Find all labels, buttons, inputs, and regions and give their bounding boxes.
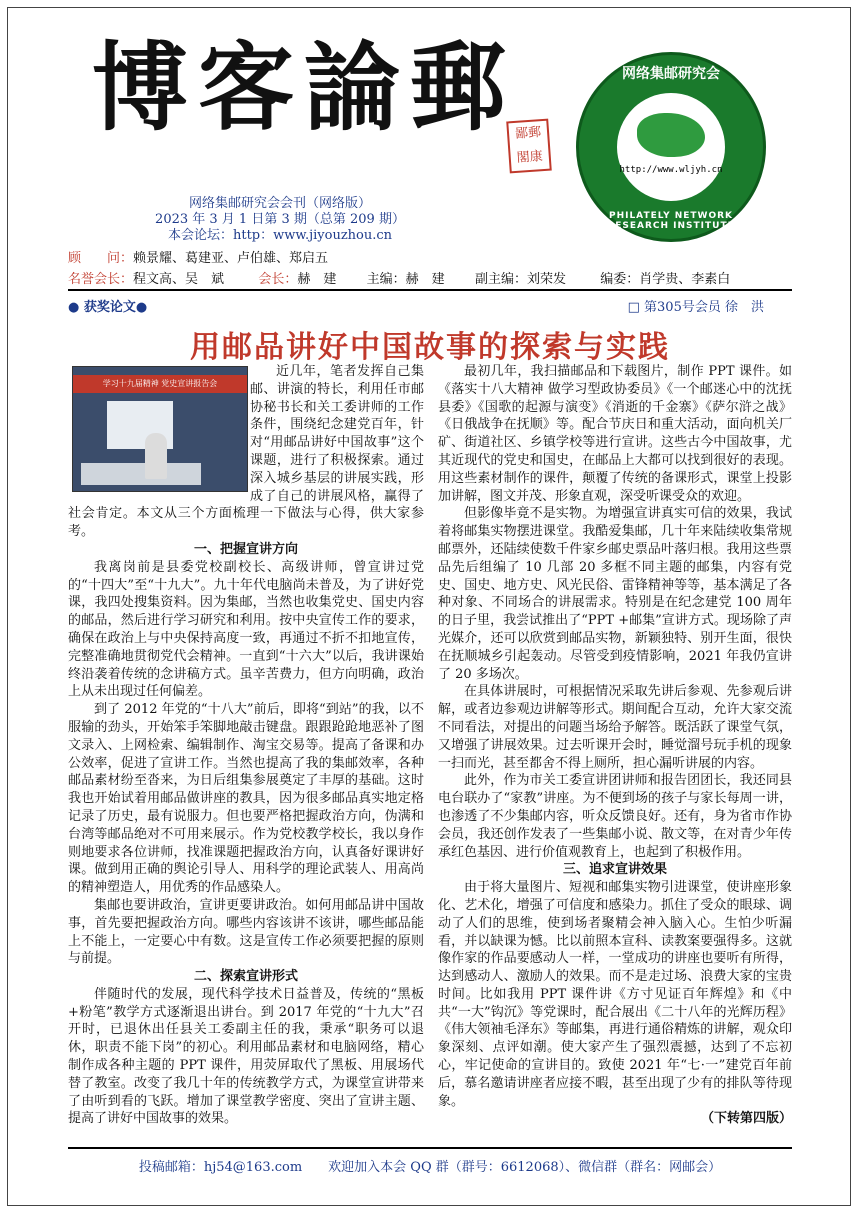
logo-center [617,93,725,201]
board-label: 编委： [600,272,640,287]
society-logo [576,52,766,242]
footer-contact: 投稿邮箱：hj54@163.com 欢迎加入本会 QQ 群（群号：6612068）、微信群（群名：网邮会） [138,1160,722,1175]
advisors-line [68,247,328,266]
paragraph: 我离岗前是县委党校副校长、高级讲师，曾宣讲过党的“十四大”至“十九大”。九十年代电脑尚未普及，为了讲好党课，我四处搜集资料。因为集邮，当然也收集党史、国史内容的邮品，然后进行学习研究和利用。按中央宣传工作的要求，确保在政治上与中央保持高度一致，再通过不折不扣地宣传，完整准确地贯彻党代会精神。一直到“十六大”以后，我讲课始终沿袭着传统的念讲稿方式。虽辛苦费力，但方向明确，政治上从未出现过任何偏差。 [68,559,424,700]
deputy-name: 刘荣发 [526,272,566,287]
bottom-divider [68,1147,792,1149]
paragraph: 近几年，笔者发挥自己集邮、讲演的特长，利用任市邮协秘书长和关工委讲师的工作条件，围绕纪念建党百年，针对“用邮品讲好中国故事”这个课题，进行了积极探索。通过深入城乡基层的讲展实践，形成了自己的讲展风格，赢得了社会肯定。本文从三个方面梳理一下做法与心得，供大家参考。 [68,364,424,540]
paragraph: 集邮也要讲政治，宣讲更要讲政治。如何用邮品讲中国故事，首先要把握政治方向。哪些内容该讲不该讲，哪些邮品能上不能上，一定要心中有数。这是宣传工作必须要把握的原则与前提。 [68,897,424,967]
photo-spacer [68,363,250,491]
left-column [68,363,424,1128]
logo-ring-top: 网络集邮研究会 [622,66,720,82]
photo-banner: 学习十九届精神 党史宣讲报告会 [73,375,247,393]
top-divider [68,289,792,291]
continued-note: （下转第四版） [700,1111,792,1127]
paragraph: 在具体讲展时，可根据情况采取先讲后参观、先参观后讲解，或者边参观边讲解等形式。期间配合互动，允许大家交流不同看法，对提出的问题当场给予解答。既活跃了课堂气氛，又增强了讲展效果。过去听课开会时，睡觉溜号玩手机的现象一扫而光，甚至都舍不得上厕所，担心漏听讲展的内容。 [438,684,792,771]
section-heading: 三、追求宣讲效果 [562,862,667,878]
masthead-title: 博客論郵 [92,31,516,144]
paragraph: 到了 2012 年党的“十八大”前后，即将“到站”的我，以不服输的劲头，开始笨手笨脚地敲击键盘。跟跟跄跄地恶补了图文录入、上网检索、编辑制作、淘宝交易等。提高了备课和办公效率，促进了宣讲工作。当然也提高了我的集邮效率，各种邮品素材纷至沓来，为日后组集参展奠定了丰厚的基础。这时我也开始试着用邮品做讲座的教具，因为很多邮品真实地定格记录了历史，最有说服力。但也要严格把握政治方向，伪满和台湾等邮品绝对不可用来展示。作为党校教学校长，我以身作则地要求各位讲师，找准课题把握政治方向，认真备好课讲好课。做到用正确的舆论引导人、用科学的理论武装人、用高尚的精神塑造人，用优秀的作品感染人。 [68,702,424,896]
board-names: 肖学贵、李素白 [639,272,731,287]
staff-line [68,268,730,287]
calligraphy-seal-icon: 鄙郵 閣康 [506,119,552,174]
paragraph: 由于将大量图片、短视和邮集实物引进课堂，使讲座形象化、艺术化，增强了可信度和感染力。抓住了受众的眼球、调动了人们的思维，使到场者聚精会神入脑入心。生怕少听漏看，并以缺课为憾。比以前照本宣科、读教案要强得多。这就像作家的作品要感动人一样，一堂成功的讲座也要听有所得，达到感动人、激励人的效果。而不是走过场、浪费大家的宝贵时间。比如我用 PPT 课件讲《方寸见证百年辉煌》和《中共“一大”钩沉》等党课时，配合展出《二十八年的光辉历程》《伟大领袖毛泽东》等邮集，再进行通俗精炼的讲解，观众印象深刻、点评如潮。使大家产生了强烈震撼，达到了不忘初心，牢记使命的宣讲目的。致使 2021 年“七·一”建党百年前后，慕名邀请讲座者应接不暇，甚至出现了少有的排队等待现象。 [438,880,792,1109]
advisors-names: 赖景耀、葛建亚、卢伯雄、郑启五 [133,251,329,266]
section-heading: 二、探索宣讲形式 [193,969,298,985]
header-line-2: 2023 年 3 月 1 日第 3 期（总第 209 期） [155,212,405,227]
editor-name: 赫 建 [405,272,445,287]
section-tag: ● 获奖论文● [68,300,148,315]
header-line-1: 网络集邮研究会会刊（网络版） [188,196,371,211]
article-headline: 用邮品讲好中国故事的探索与实践 [190,330,670,365]
header-line-3: 本会论坛：http：www.jiyouzhou.cn [167,228,393,243]
author-member: □ 第305号会员 徐 洪 [627,300,764,315]
paragraph: 伴随时代的发展，现代科学技术日益普及，传统的“黑板+粉笔”教学方式逐渐退出讲台。到 2017 年党的“十九大”召开时，已退休出任县关工委副主任的我，秉承“职务可以退休，职责不能下岗”的初心。利用邮品素材和电脑网络，精心制作成各种主题的 PPT 课件，用荧屏取代了黑板、用展场代替了教室。改变了我几十年的传统教学方式，为课堂宣讲带来了由听到看的飞跃。增加了课堂教学密度、突出了宣讲主题、提高了讲好中国故事的效果。 [68,986,424,1127]
paragraph: 最初几年，我扫描邮品和下载图片，制作 PPT 课件。如《落实十八大精神 做学习型政协委员》《一个邮迷心中的沈抚县委》《国歌的起源与演变》《消逝的千金寨》《萨尔浒之战》《日俄战争在抚顺》等。配合节庆日和重大活动，面向机关厂矿、街道社区、乡镇学校等进行宣讲。这些古今中国故事，尤其近现代的党史和国史，在邮品上大都可以找到很好的表现。用这些素材制作的课件，颠覆了传统的备课形式，课堂上投影加讲解，图文并茂、形象直观，深受听课受众的欢迎。 [438,364,792,504]
honorary-label: 名誉会长： [68,272,134,287]
section-heading: 一、把握宣讲方向 [193,541,298,557]
honorary-names: 程文高、吴 斌 [133,272,225,287]
paragraph: 但影像毕竟不是实物。为增强宣讲真实可信的效果，我试着将邮集实物摆进课堂。我酷爱集邮，几十年来陆续收集常规邮票外，还陆续使数千件家乡邮史票品叶落归根。我用这些票品先后组编了 10 几部 20 多框不同主题的邮集，内容有党史、国史、地方史、风光民俗、雷锋精神等等，基本满足了各种对象、不同场合的讲展需求。特别是在纪念建党 100 周年的日子里，我尝试推出了“PPT +邮集”宣讲方式。现场除了声光媒介，还可以欣赏到邮品实物，新颖独特、别开生面，很快在抚顺城乡引起轰动。尽管受到疫情影响，2021 年我仍宣讲了 20 多场次。 [438,506,792,682]
advisors-label: 顾 问： [68,251,134,266]
paragraph: 此外，作为市关工委宣讲团讲师和报告团团长，我还同县电台联办了“家教”讲座。为不便到场的孩子与家长每周一讲，也渗透了不少集邮内容，听众反馈良好。还有，身为省市作协会员，我还创作发表了一些集邮小说、散文等，在对青少年传承红色基因、进行价值观教育上，也起到了积极作用。 [438,773,792,860]
president-label: 会长： [258,272,298,287]
right-column [438,363,792,1128]
deputy-label: 副主编： [474,272,527,287]
president-name: 赫 建 [297,272,337,287]
editor-label: 主编： [366,272,406,287]
map-icon [637,113,705,157]
logo-ring-bottom: PHILATELY NETWORK RESEARCH INSTITUTE [607,211,735,231]
logo-url: http://www.wljyh.cn [619,165,723,175]
